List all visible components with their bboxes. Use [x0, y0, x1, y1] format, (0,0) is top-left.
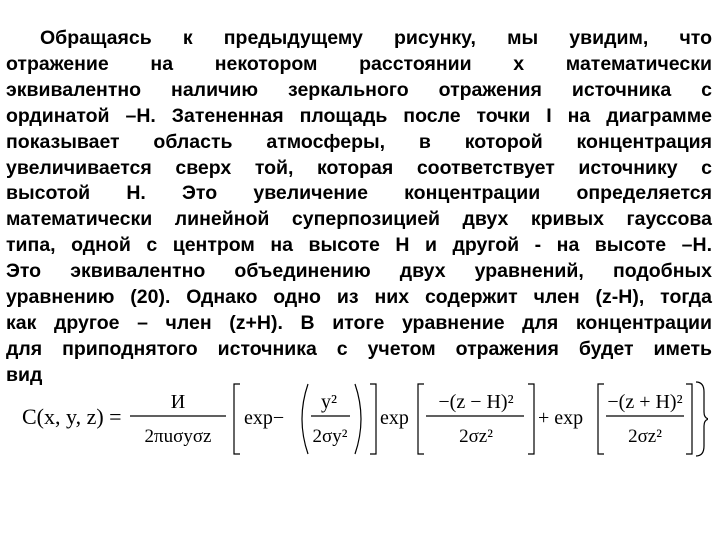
coef-numerator: И: [170, 391, 186, 413]
text-line: математически линейной суперпозицией двух кривых гауссова: [6, 208, 712, 231]
text-line: типа, одной с центром на высоте H и другой - на высоте –H.: [6, 234, 712, 257]
coef-denominator: 2πuσyσz: [144, 426, 212, 447]
left-paren: [302, 384, 308, 454]
right-bracket: [370, 384, 376, 454]
text-line: эквивалентно наличию зеркального отражения источника с: [6, 78, 712, 101]
frac3-numerator: −(z + H)²: [607, 391, 683, 413]
frac1-denominator: 2σy²: [312, 426, 348, 447]
right-paren: [355, 384, 361, 454]
text-line: Это эквивалентно объединению двух уравнений, подобных: [6, 260, 712, 283]
text-line: как другое – член (z+H). В итоге уравнение для концентрации: [6, 311, 712, 334]
text-line: Обращаясь к предыдущему рисунку, мы увидим, что: [40, 27, 712, 49]
concentration-formula: [18, 378, 708, 458]
frac1-numerator: y²: [321, 391, 337, 413]
text-line: отражение на некотором расстоянии x математически: [6, 52, 712, 75]
closing-brace: [696, 382, 708, 456]
text-line: увеличивается сверх той, которая соответствует источнику с: [6, 156, 712, 179]
exp-term-3: + exp: [538, 407, 584, 429]
right-bracket-2: [528, 384, 534, 454]
left-bracket-2: [418, 384, 424, 454]
text-line: вид: [6, 363, 43, 386]
body-paragraph: [6, 26, 712, 389]
text-line: показывает область атмосферы, в которой концентрация: [6, 130, 712, 153]
text-line: высотой H. Это увеличение концентрации определяется: [6, 182, 712, 205]
frac3-denominator: 2σz²: [628, 426, 662, 447]
exp-term-2: exp: [380, 407, 409, 429]
formula-lhs: C(x, y, z) =: [22, 404, 122, 429]
text-line: уравнению (20). Однако одно из них содержит член (z-H), тогда: [6, 286, 712, 309]
right-bracket-3: [686, 384, 692, 454]
left-bracket-3: [598, 384, 604, 454]
text-line: для приподнятого источника с учетом отражения будет иметь: [6, 337, 712, 360]
frac2-numerator: −(z − H)²: [438, 391, 514, 413]
exp-term-1: exp−: [244, 407, 285, 429]
frac2-denominator: 2σz²: [459, 426, 493, 447]
left-bracket: [234, 384, 240, 454]
text-line: ординатой –H. Затененная площадь после точки I на диаграмме: [6, 104, 712, 127]
